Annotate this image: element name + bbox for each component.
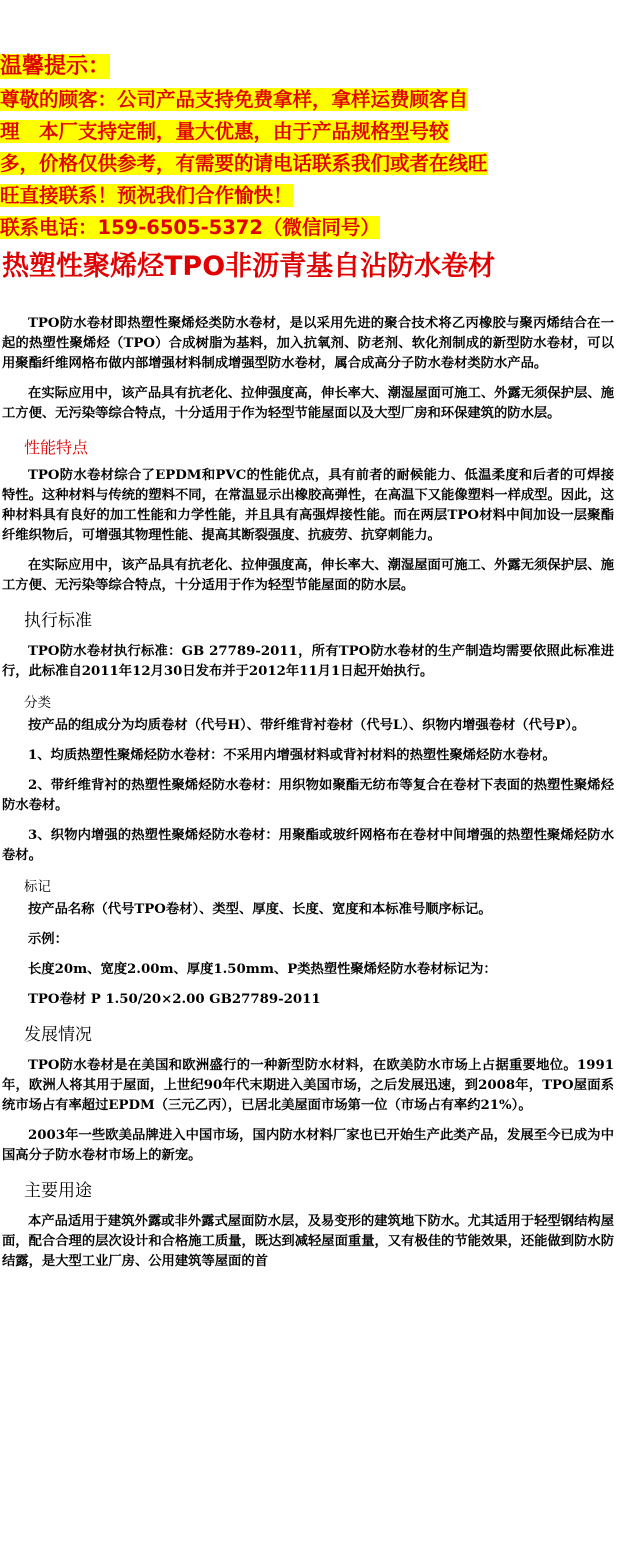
notice-line: 理 本厂支持定制，量大优惠，由于产品规格型号较 (0, 120, 449, 143)
features-paragraph: 在实际应用中，该产品具有抗老化、拉伸强度高，伸长率大、潮湿屋面可施工、外露无须保护层、施工方便、无污染等综合特点，十分适用于作为轻型节能屋面的防水层。 (2, 558, 614, 593)
notice-line: 多，价格仅供参考，有需要的请电话联系我们或者在线旺 (0, 152, 488, 175)
contact-phone: 联系电话：159-6505-5372（微信同号） (0, 216, 380, 239)
intro-paragraph: TPO防水卷材即热塑性聚烯烃类防水卷材，是以采用先进的聚合技术将乙丙橡胶与聚丙烯结合在一起的热塑性聚烯烃（TPO）合成树脂为基料，加入抗氧剂、防老剂、软化剂制成的新型防水卷材，可以用聚酯纤维网格布做内部增强材料制成增强型防水卷材，属合成高分子防水卷材类防水产品。 (2, 316, 614, 371)
page-title: 热塑性聚烯烃TPO非沥青基自沾防水卷材 (2, 251, 496, 282)
development-heading: 发展情况 (24, 1025, 92, 1045)
standard-heading: 执行标准 (24, 611, 92, 631)
features-paragraph: TPO防水卷材综合了EPDM和PVC的性能优点，具有前者的耐候能力、低温柔度和后者的可焊接特性。这种材料与传统的塑料不同，在常温显示出橡胶高弹性，在高温下又能像塑料一样成型。因此，这种材料具有良好的加工性能和力学性能，并且具有高强焊接性能。而在两层TPO材料中间加设一层聚酯纤维织物后，可增强其物理性能、提高其断裂强度、抗疲劳、抗穿刺能力。 (2, 468, 614, 543)
example-code: TPO卷材 P 1.50/20×2.00 GB27789-2011 (28, 992, 321, 1007)
classification-heading: 分类 (24, 695, 51, 711)
example-description: 长度20m、宽度2.00m、厚度1.50mm、P类热塑性聚烯烃防水卷材标记为： (28, 962, 497, 977)
example-label: 示例： (28, 932, 68, 947)
notice-line: 旺直接联系！预祝我们合作愉快！ (0, 184, 293, 207)
notice-heading: 温馨提示： (0, 54, 111, 79)
features-heading: 性能特点 (24, 438, 89, 457)
classification-paragraph: 1、均质热塑性聚烯烃防水卷材：不采用内增强材料或背衬材料的热塑性聚烯烃防水卷材。 (28, 748, 556, 763)
notice-line: 尊敬的顾客：公司产品支持免费拿样，拿样运费顾客自 (0, 88, 469, 111)
usage-paragraph: 本产品适用于建筑外露或非外露式屋面防水层，及易变形的建筑地下防水。尤其适用于轻型钢结构屋面，配合合理的层次设计和合格施工质量，既达到减轻屋面重量，又有极佳的节能效果，还能做到防水防结露，是大型工业厂房、公用建筑等屋面的首 (2, 1214, 614, 1269)
classification-paragraph: 2、带纤维背衬的热塑性聚烯烃防水卷材：用织物如聚酯无纺布等复合在卷材下表面的热塑性聚烯烃防水卷材。 (2, 778, 614, 813)
development-paragraph: 2003年一些欧美品牌进入中国市场，国内防水材料厂家也已开始生产此类产品，发展至今已成为中国高分子防水卷材市场上的新宠。 (2, 1128, 614, 1163)
marking-heading: 标记 (24, 879, 51, 895)
classification-paragraph: 3、织物内增强的热塑性聚烯烃防水卷材：用聚酯或玻纤网格布在卷材中间增强的热塑性聚烯烃防水卷材。 (2, 828, 614, 863)
development-paragraph: TPO防水卷材是在美国和欧洲盛行的一种新型防水材料，在欧美防水市场上占据重要地位。1991年，欧洲人将其用于屋面，上世纪90年代末期进入美国市场，之后发展迅速，到2008年，TPO屋面系统市场占有率超过EPDM（三元乙丙），已居北美屋面市场第一位（市场占有率约21%）。 (2, 1058, 614, 1113)
marking-paragraph: 按产品名称（代号TPO卷材）、类型、厚度、长度、宽度和本标准号顺序标记。 (28, 902, 492, 917)
classification-paragraph: 按产品的组成分为均质卷材（代号H）、带纤维背衬卷材（代号L）、织物内增强卷材（代号P）。 (28, 718, 586, 733)
intro-paragraph: 在实际应用中，该产品具有抗老化、拉伸强度高，伸长率大、潮湿屋面可施工、外露无须保护层、施工方便、无污染等综合特点，十分适用于作为轻型节能屋面以及大型厂房和环保建筑的防水层。 (2, 386, 614, 421)
article-body (0, 288, 620, 1272)
standard-paragraph: TPO防水卷材执行标准：GB 27789-2011，所有TPO防水卷材的生产制造均需要依照此标准进行，此标准自2011年12月30日发布并于2012年11月1日起开始执行。 (2, 644, 614, 679)
notice-block (0, 0, 620, 244)
usage-heading: 主要用途 (24, 1181, 92, 1201)
